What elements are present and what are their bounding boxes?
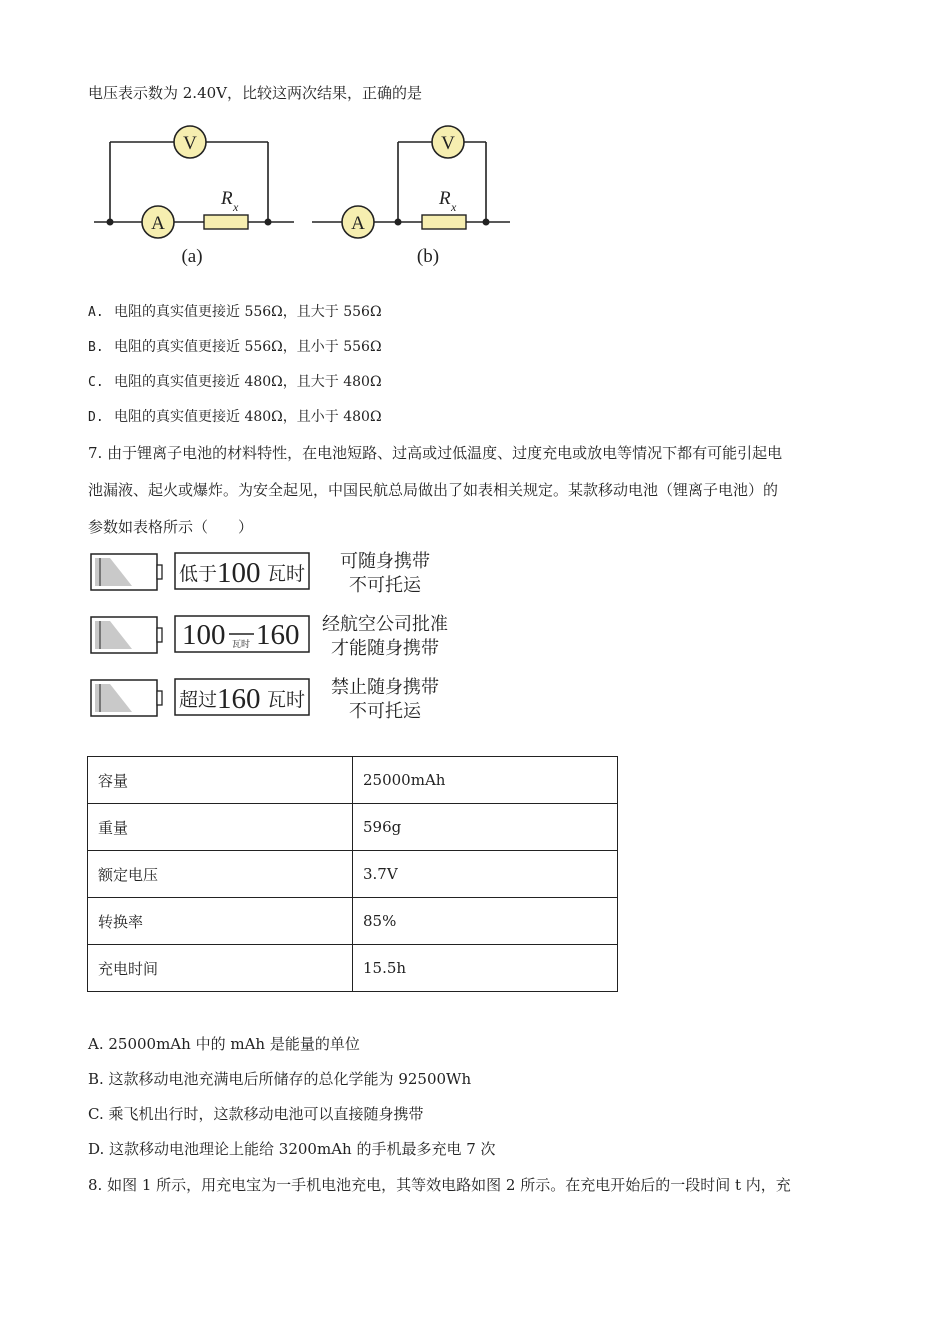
rule-range-low: 100 [182,619,226,651]
rule-range-unit: 瓦时 [231,640,251,650]
rule-note1: 经航空公司批准 [322,614,448,635]
junction-dot [395,219,402,226]
table-cell-label: 转换率 [88,898,353,945]
q7-option-a: A. 25000mAh 中的 mAh 是能量的单位 [88,1035,360,1053]
junction-dot [265,219,272,226]
ammeter-label: A [151,213,165,234]
q8-stem-line1: 8. 如图 1 所示，用充电宝为一手机电池充电，其等效电路如图 2 所示。在充电开始后的一段时间 t 内，充 [88,1176,791,1194]
rule-value: 100 [217,557,261,589]
table-cell-value: 15.5h [353,945,618,992]
ammeter-label: A [351,213,365,234]
table-cell-value: 3.7V [353,851,618,898]
table-cell-label: 充电时间 [88,945,353,992]
q6-option-d: D. 电阻的真实值更接近 480Ω，且小于 480Ω [88,409,382,425]
q7-option-c: C. 乘飞机出行时，这款移动电池可以直接随身携带 [88,1105,424,1123]
resistor-subscript: x [451,200,457,214]
table-row [88,757,618,804]
rule-range-high: 160 [256,619,300,651]
rule-prefix: 低于 [179,563,218,585]
table-row [88,804,618,851]
table-cell-value: 25000mAh [353,757,618,804]
battery-icon [91,680,162,716]
voltmeter-label: V [441,133,455,154]
rule-prefix: 超过 [179,689,218,711]
table-row [88,945,618,992]
voltmeter-label: V [183,133,197,154]
table-row [88,898,618,945]
resistor-subscript: x [233,200,239,214]
resistor-b [422,215,466,229]
table-cell-label: 重量 [88,804,353,851]
table-cell-value: 596g [353,804,618,851]
rule-value: 160 [217,683,261,715]
junction-dot [483,219,490,226]
table-cell-label: 容量 [88,757,353,804]
q6-option-a: A. 电阻的真实值更接近 556Ω，且大于 556Ω [88,304,382,320]
rule-note2: 不可托运 [349,701,421,722]
circuit-diagrams [90,118,520,278]
rule-note1: 禁止随身携带 [331,677,439,698]
rule-note1: 可随身携带 [340,551,430,572]
battery-icon [91,554,162,590]
rule-unit: 瓦时 [267,689,306,711]
resistor-a [204,215,248,229]
q7-stem-line2: 池漏液、起火或爆炸。为安全起见，中国民航总局做出了如表相关规定。某款移动电池（锂离子电池）的 [88,481,779,499]
table-row [88,851,618,898]
q6-option-b: B. 电阻的真实值更接近 556Ω，且小于 556Ω [88,339,382,355]
spec-table [87,756,618,992]
resistor-label: R [221,188,233,209]
rule-note2: 才能随身携带 [331,638,439,659]
junction-dot [107,219,114,226]
resistor-label: R [439,188,451,209]
table-cell-value: 85% [353,898,618,945]
rule-unit: 瓦时 [267,563,306,585]
rule-note2: 不可托运 [349,575,421,596]
battery-icon [91,617,162,653]
intro-line: 电压表示数为 2.40V，比较这两次结果，正确的是 [88,84,423,102]
circuit-b [312,142,510,222]
q7-stem-line3: 参数如表格所示（ ） [88,518,254,536]
label-b: (b) [416,246,440,267]
q7-option-b: B. 这款移动电池充满电后所储存的总化学能为 92500Wh [88,1070,472,1088]
battery-rules-figure [88,548,468,723]
table-cell-label: 额定电压 [88,851,353,898]
q7-stem-line1: 7. 由于锂离子电池的材料特性，在电池短路、过高或过低温度、过度充电或放电等情况下都有可能引起电 [88,444,783,462]
label-a: (a) [181,246,203,267]
q6-option-c: C. 电阻的真实值更接近 480Ω，且大于 480Ω [88,374,382,390]
q7-option-d: D. 这款移动电池理论上能给 3200mAh 的手机最多充电 7 次 [88,1140,496,1158]
